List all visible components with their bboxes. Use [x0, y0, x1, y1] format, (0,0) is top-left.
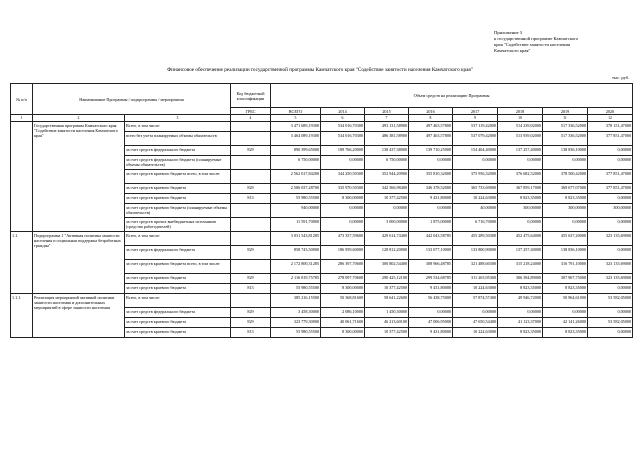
value-year: 50 964,61000: [543, 294, 588, 308]
value-year: 154 404,40000: [453, 146, 498, 156]
value-year: 307 967,75000: [543, 274, 588, 284]
funding-source: Всего, в том числе:: [125, 122, 231, 132]
value-year: 0,00000: [453, 156, 498, 170]
value-year: 0,00000: [588, 246, 633, 260]
value-total: 940,00000: [271, 204, 321, 218]
value-year: 299 534,68785: [409, 274, 453, 284]
value-year: 365 733,69000: [453, 184, 498, 194]
value-year: 6 750,00000: [365, 156, 409, 170]
value-year: 138 836,10000: [543, 246, 588, 260]
value-year: 323 135,69000: [588, 232, 633, 246]
grbs-code: 829: [231, 318, 271, 328]
value-year: 335 970,50300: [321, 184, 365, 194]
value-total: 6 750,00000: [271, 156, 321, 170]
value-year: 0,00000: [321, 204, 365, 218]
grbs-code: 829: [231, 146, 271, 156]
value-year: 311 263,95300: [453, 274, 498, 284]
value-year: 0,00000: [321, 156, 365, 170]
table-row: [11, 294, 633, 308]
value-year: 42 141,26000: [543, 318, 588, 328]
value-year: 0,00000: [498, 218, 543, 232]
value-year: 1 875,00000: [409, 218, 453, 232]
value-year: 455 289,50300: [453, 232, 498, 246]
value-total: 3 471 689,19300: [271, 122, 321, 132]
value-year: 534 016,70300: [321, 132, 365, 146]
value-year: 139 710,25000: [409, 146, 453, 156]
funding-source: за счет средств краевого бюджета: [125, 184, 231, 194]
value-year: 56 438,75000: [409, 294, 453, 308]
value-year: 0,00000: [498, 308, 543, 318]
value-year: 377 851,47000: [588, 132, 633, 146]
header-year: 2017: [453, 108, 498, 115]
value-total: 3 458,30000: [271, 308, 321, 318]
funding-source: за счет средств краевого бюджета: [125, 274, 231, 284]
value-total: 55 980,55500: [271, 284, 321, 294]
column-index: 9: [453, 115, 498, 122]
funding-source: за счет средств краевого бюджета: [125, 318, 231, 328]
grbs-code: 813: [231, 194, 271, 204]
funding-source: за счет средств федерального бюджета: [125, 246, 231, 260]
value-year: 517 336,52000: [543, 132, 588, 146]
funding-source: за счет средств краевого бюджета всего, в том числе:: [125, 260, 231, 274]
value-year: 40 061,71600: [321, 318, 365, 328]
value-year: 378 151,47000: [588, 122, 633, 132]
value-year: 300 802,54400: [365, 260, 409, 274]
value-total: 890 399,65000: [271, 146, 321, 156]
value-year: 8 823,35000: [543, 328, 588, 338]
funding-source: за счет средств федерального бюджета (планируемые объемы обязательств): [125, 156, 231, 170]
column-index: 7: [365, 115, 409, 122]
header-year: 2015: [365, 108, 409, 115]
value-year: 8 300,00000: [321, 194, 365, 204]
value-year: 323 135,69000: [588, 260, 633, 274]
grbs-code: 829: [231, 246, 271, 260]
funding-source: за счет средств федерального бюджета: [125, 308, 231, 318]
funding-source: за счет средств краевого бюджета: [125, 328, 231, 338]
value-year: 9 431,80000: [409, 194, 453, 204]
value-year: 53 582,05000: [588, 318, 633, 328]
row-number: 1.1.: [11, 232, 33, 294]
value-year: 308 966,48785: [409, 260, 453, 274]
grbs-code: [231, 204, 271, 218]
value-total: 858 743,50000: [271, 246, 321, 260]
value-year: 3 000,00000: [365, 218, 409, 232]
value-year: 2 086,10000: [321, 308, 365, 318]
header-total: ВСЕГО: [271, 108, 321, 115]
value-year: 378 500,42000: [543, 170, 588, 184]
value-year: 342 566,98400: [365, 184, 409, 194]
value-year: 497 463,57800: [409, 132, 453, 146]
value-year: 534 016,70300: [321, 122, 365, 132]
value-year: 316 791,10000: [543, 260, 588, 274]
value-total: 11 591,70000: [271, 218, 321, 232]
value-year: 57 874,57400: [453, 294, 498, 308]
row-number: [11, 122, 33, 232]
column-index: 8: [409, 115, 453, 122]
grbs-code: [231, 294, 271, 308]
appendix-line: Приложение 3: [494, 30, 523, 35]
value-year: 53 582,05000: [588, 294, 633, 308]
value-year: 321 488,60300: [453, 260, 498, 274]
unit-label: тыс. руб.: [612, 75, 630, 80]
value-total: 55 980,55500: [271, 194, 321, 204]
value-year: 493 131,58900: [365, 122, 409, 132]
value-year: 47 006,95000: [409, 318, 453, 328]
value-year: 6 716,70000: [453, 218, 498, 232]
column-index: 11: [543, 115, 588, 122]
appendix-line: Камчатского края": [494, 48, 531, 53]
funding-source: Всего, в том числе:: [125, 294, 231, 308]
value-year: 9 431,80000: [409, 328, 453, 338]
funding-source: Всего, в том числе:: [125, 232, 231, 246]
value-year: 10 377,42500: [365, 284, 409, 294]
value-year: 0,00000: [409, 308, 453, 318]
value-total: 55 980,55500: [271, 328, 321, 338]
column-index: 4: [231, 115, 271, 122]
value-year: 0,00000: [321, 218, 365, 232]
value-year: 8 300,00000: [321, 284, 365, 294]
header-volume: Объем средств на реализацию Программы: [271, 84, 633, 108]
value-year: 306 394,89000: [498, 274, 543, 284]
header-num: № п/п: [11, 84, 33, 115]
value-year: 300,00000: [588, 204, 633, 218]
value-year: 10 224,63000: [453, 328, 498, 338]
value-total: 323 779,30000: [271, 318, 321, 328]
value-year: 537 079,42000: [453, 132, 498, 146]
grbs-code: 813: [231, 328, 271, 338]
column-index: 5: [271, 115, 321, 122]
value-year: 537 119,42000: [453, 122, 498, 132]
grbs-code: [231, 122, 271, 132]
appendix-line: к государственной программе Камчатского: [494, 36, 579, 41]
value-year: 10 224,63000: [453, 284, 498, 294]
grbs-code: 829: [231, 184, 271, 194]
value-year: 0,00000: [588, 194, 633, 204]
value-year: 9 431,80000: [409, 284, 453, 294]
value-year: 315 218,24000: [498, 260, 543, 274]
value-year: 367 859,17000: [498, 184, 543, 194]
column-index: 10: [498, 115, 543, 122]
value-year: 50 368,81600: [321, 294, 365, 308]
program-name: Подпрограмма 1 "Активная политика занятости населения и социальная поддержка безработных граждан": [33, 232, 125, 294]
header-name: Наименование Программы / подпрограммы / мероприятия: [33, 84, 231, 115]
grbs-code: [231, 132, 271, 146]
value-year: 300,00000: [543, 204, 588, 218]
grbs-code: 829: [231, 308, 271, 318]
value-year: 517 336,52000: [543, 122, 588, 132]
value-year: 8 823,35000: [498, 194, 543, 204]
value-year: 40,00000: [453, 204, 498, 218]
appendix-note: [494, 30, 634, 54]
value-total: 385 216,15500: [271, 294, 321, 308]
value-year: 375 956,32000: [453, 170, 498, 184]
program-name: Реализация мероприятий активной политики занятости населения и дополнительных мероприятий в сфере занятости населения: [33, 294, 125, 338]
value-year: 58 641,22600: [365, 294, 409, 308]
value-year: 133 077,10000: [409, 246, 453, 260]
value-year: 128 812,20000: [365, 246, 409, 260]
value-year: 137 257,40000: [498, 146, 543, 156]
value-year: 138 437,38000: [365, 146, 409, 156]
value-year: 355 810,32000: [409, 170, 453, 184]
value-year: 10 377,42500: [365, 194, 409, 204]
value-year: 0,00000: [498, 156, 543, 170]
value-year: 47 650,54400: [453, 318, 498, 328]
value-year: 0,00000: [409, 156, 453, 170]
value-year: 10 224,63000: [453, 194, 498, 204]
value-year: 452 475,64000: [498, 232, 543, 246]
value-year: 300,00000: [498, 204, 543, 218]
grbs-code: 829: [231, 274, 271, 284]
value-year: 0,00000: [543, 308, 588, 318]
row-number: 1.1.1.: [11, 294, 33, 338]
value-year: 473 357,59600: [321, 232, 365, 246]
value-year: 497 463,57800: [409, 122, 453, 132]
appendix-line: края "Содействие занятости населения: [494, 42, 571, 47]
value-year: 186 959,60000: [321, 246, 365, 260]
grbs-code: [231, 260, 271, 274]
table-row: [11, 232, 633, 246]
funding-source: за счет средств краевого бюджета: [125, 194, 231, 204]
header-year: 2019: [543, 108, 588, 115]
value-year: 10 377,42500: [365, 328, 409, 338]
value-year: 0,00000: [453, 308, 498, 318]
value-year: 0,00000: [543, 218, 588, 232]
column-index: 2: [33, 115, 125, 122]
value-year: 0,00000: [543, 156, 588, 170]
value-year: 0,00000: [588, 308, 633, 318]
header-year: 2014: [321, 108, 365, 115]
column-index: 6: [321, 115, 365, 122]
column-index: 1: [11, 115, 33, 122]
header-year: 2020: [588, 108, 633, 115]
value-year: 376 682,52000: [498, 170, 543, 184]
value-year: 429 614,74400: [365, 232, 409, 246]
value-year: 0,00000: [588, 328, 633, 338]
value-year: 137 257,40000: [498, 246, 543, 260]
value-year: 41 123,37000: [498, 318, 543, 328]
grbs-code: [231, 170, 271, 184]
value-year: 46 213,60100: [365, 318, 409, 328]
header-grbs: ГРБС: [231, 108, 271, 115]
grbs-code: [231, 232, 271, 246]
grbs-code: [231, 218, 271, 232]
value-year: 0,00000: [409, 204, 453, 218]
value-total: 3 031 543,81285: [271, 232, 321, 246]
value-total: 2 172 800,31285: [271, 260, 321, 274]
value-total: 3 464 089,19300: [271, 132, 321, 146]
funding-source: всего без учета планируемых объемы обязательств: [125, 132, 231, 146]
value-year: 0,00000: [588, 146, 633, 156]
value-total: 2 562 017,84200: [271, 170, 321, 184]
column-index: 3: [125, 115, 231, 122]
column-index: 12: [588, 115, 633, 122]
value-total: 2 506 037,28700: [271, 184, 321, 194]
funding-source: за счет средств краевого бюджета всего, в том числе:: [125, 170, 231, 184]
value-year: 369 677,07000: [543, 184, 588, 194]
value-year: 8 823,35000: [498, 284, 543, 294]
value-year: 0,00000: [365, 204, 409, 218]
value-year: 49 946,72000: [498, 294, 543, 308]
funding-source: за счет средств краевого бюджета (планируемые объемы обязательств): [125, 204, 231, 218]
grbs-code: [231, 156, 271, 170]
funding-source: за счет средств федерального бюджета: [125, 146, 231, 156]
table-row: [11, 122, 633, 132]
value-year: 486 381,58900: [365, 132, 409, 146]
value-year: 286 397,70600: [321, 260, 365, 274]
value-year: 455 637,20000: [543, 232, 588, 246]
document-title: Финансовое обеспечение реализации государственной программы Камчатского края "Содействие занятости населения Камчатского края": [167, 67, 473, 73]
value-year: 352 944,20900: [365, 170, 409, 184]
value-year: 513 939,02000: [498, 132, 543, 146]
program-name: Государственная программа Камчатского края "Содействие занятости населения Камчатского края": [33, 122, 125, 232]
header-year: 2018: [498, 108, 543, 115]
value-year: 8 300,00000: [321, 328, 365, 338]
value-year: 8 823,35000: [498, 328, 543, 338]
value-year: 138 836,10000: [543, 146, 588, 156]
value-year: 278 097,70600: [321, 274, 365, 284]
grbs-code: 813: [231, 284, 271, 294]
value-year: 377 851,47000: [588, 170, 633, 184]
value-year: 346 378,52000: [409, 184, 453, 194]
header-budget-code: Код бюджетной классификации: [231, 84, 271, 108]
value-year: 8 823,35000: [543, 194, 588, 204]
value-year: 323 135,69000: [588, 274, 633, 284]
value-year: 1 450,30000: [365, 308, 409, 318]
value-year: 0,00000: [588, 218, 633, 232]
value-year: 344 250,50300: [321, 170, 365, 184]
value-year: 514 239,02000: [498, 122, 543, 132]
value-total: 2 116 819,75785: [271, 274, 321, 284]
financing-table: [10, 83, 633, 338]
value-year: 0,00000: [588, 284, 633, 294]
funding-source: за счет средств прочих внебюджетных источников (средства работодателей): [125, 218, 231, 232]
value-year: 377 851,47000: [588, 184, 633, 194]
funding-source: за счет средств краевого бюджета: [125, 284, 231, 294]
header-year: 2016: [409, 108, 453, 115]
value-year: 8 823,35000: [543, 284, 588, 294]
value-year: 0,00000: [588, 156, 633, 170]
value-year: 442 043,58785: [409, 232, 453, 246]
value-year: 290 425,12100: [365, 274, 409, 284]
value-year: 189 766,20000: [321, 146, 365, 156]
value-year: 133 800,90000: [453, 246, 498, 260]
